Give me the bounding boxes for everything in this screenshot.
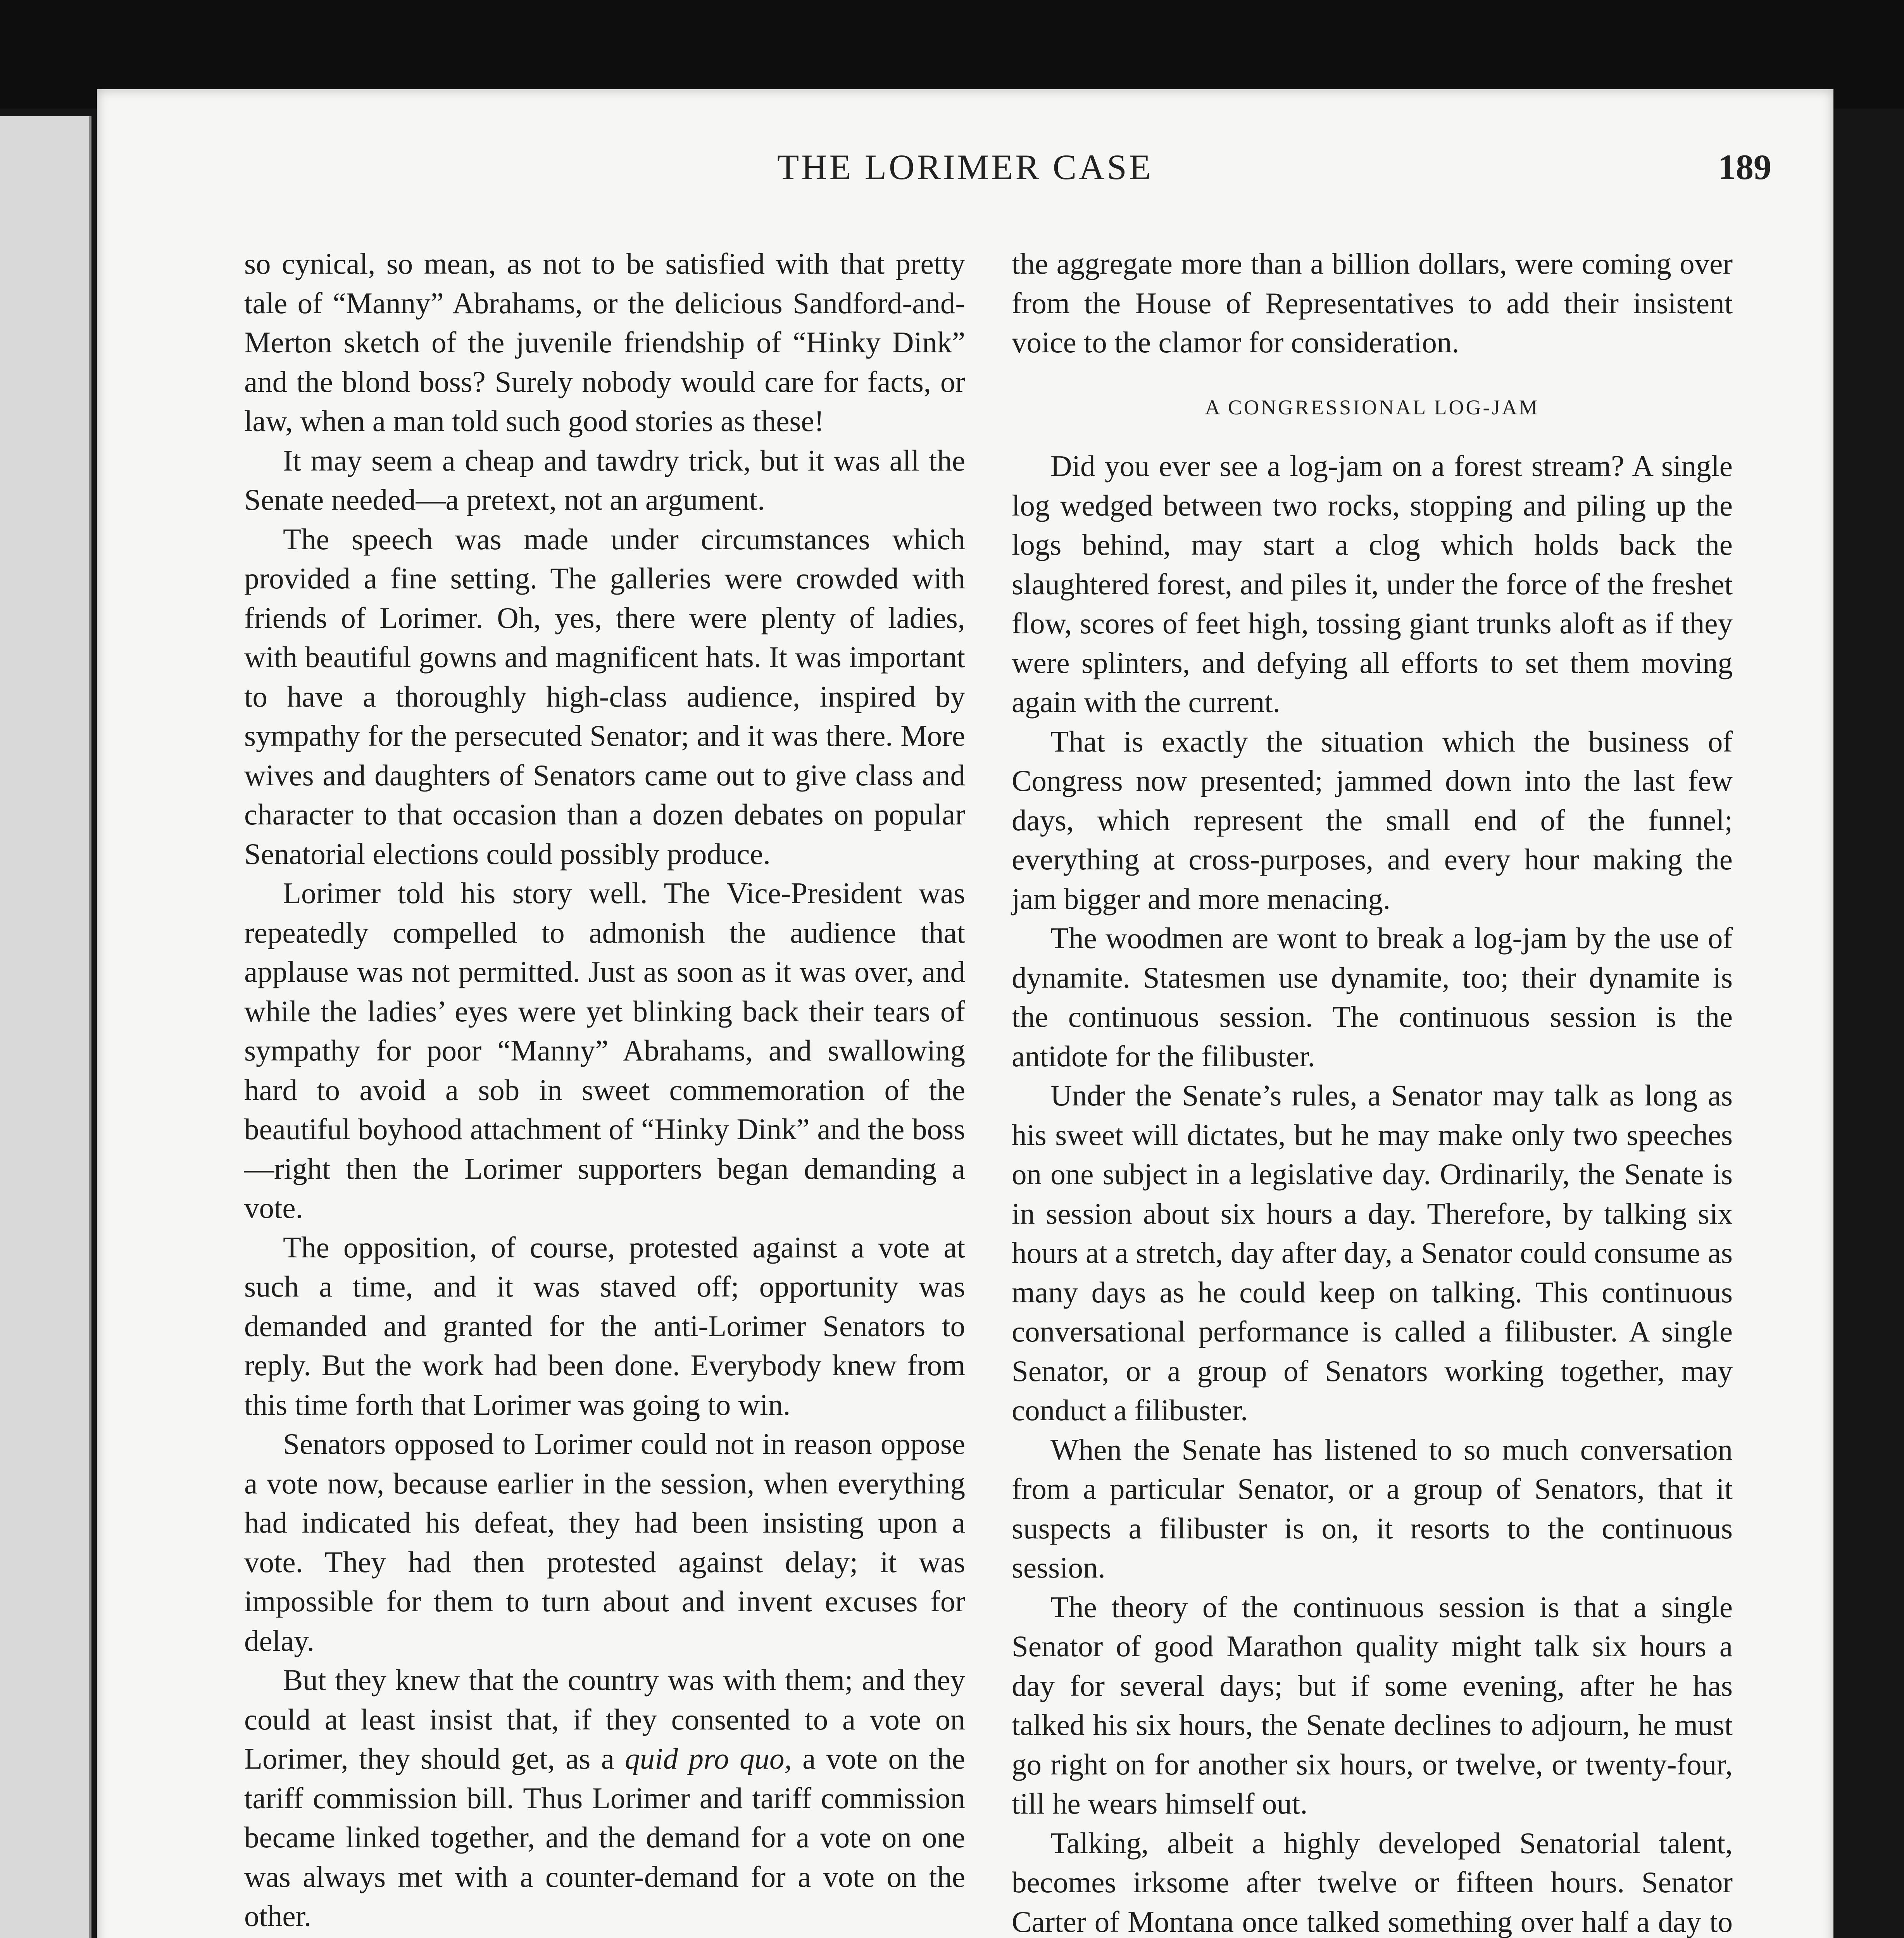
text-run: a vote on the tariff commission bill. Thus Lorimer and tariff commission became linked together, and the demand for a vote on one was always met with a counter-demand for a vote on the other.: [244, 1742, 965, 1933]
paragraph: Lorimer told his story well. The Vice-President was repeatedly compelled to admonish the audience that applause was not permitted. Just as soon as it was over, and while the ladies’ eyes were yet blinking back their tears of sympathy for poor “Manny” Abrahams, and swallowing hard to avoid a sob in sweet commemoration of the beautiful boyhood attachment of “Hinky Dink” and the boss—right then the Lorimer supporters began demanding a vote.: [244, 876, 965, 1224]
paragraph: Senators opposed to Lorimer could not in reason oppose a vote now, because earlier in the session, when everything had indicated his defeat, they had been insisting upon a vote. They had then protested against delay; it was impossible for them to turn about and invent excuses for delay.: [244, 1427, 965, 1657]
facing-page-edge: [0, 116, 91, 1938]
page-header: [97, 147, 1833, 205]
paragraph: Talking, albeit a highly developed Senatorial talent, becomes irksome after twelve or fifteen hours. Senator Carter of Montana once talked something over half a day to: [1012, 1826, 1733, 1938]
running-title: THE LORIMER CASE: [777, 147, 1153, 187]
paragraph: Did you ever see a log-jam on a forest stream? A single log wedged between two rocks, stopping and piling up the logs behind, may start a clog which holds back the slaughtered forest, and piles it, under the force of the freshet flow, scores of feet high, tossing giant trunks aloft as if they were splinters, and defying all efforts to set them moving again with the current.: [1012, 449, 1733, 719]
paragraph: The woodmen are wont to break a log-jam by the use of dynamite. Statesmen use dynamite, too; their dynamite is the continuous session. The continuous session is the antidote for the filibuster.: [1012, 921, 1733, 1073]
section-heading: A CONGRESSIONAL LOG-JAM: [1205, 395, 1540, 419]
text-run: But they knew that the country was with them; and they could at least insist that, if they consented to a vote on Lorimer, they should get, as a: [244, 1663, 965, 1775]
paragraph: so cynical, so mean, as not to be satisfied with that pretty tale of “Manny” Abrahams, or the delicious Sandford-and-Merton sketch of the juvenile friendship of “Hinky Dink” and the blond boss? Surely nobody would care for facts, or law, when a man told such good stories as these!: [244, 247, 965, 438]
paragraph: The theory of the continuous session is that a single Senator of good Marathon quality might talk six hours a day for several days; but if some evening, after he has talked his six hours, the Senate declines to adjourn, he must go right on for another six hours, or twelve, or twenty-four, till he wears himself out.: [1012, 1590, 1733, 1820]
paragraph: the aggregate more than a billion dollars, were coming over from the House of Representatives to add their insistent voice to the clamor for consideration.: [1012, 247, 1733, 359]
italic-phrase: quid pro quo,: [625, 1742, 792, 1775]
paragraph: It may seem a cheap and tawdry trick, but it was all the Senate needed—a pretext, not an argument.: [244, 443, 965, 516]
paragraph-quid-pro-quo: [244, 1660, 965, 1936]
left-column: [244, 244, 965, 1938]
paragraph: When the Senate has listened to so much conversation from a particular Senator, or a group of Senators, that it suspects a filibuster is on, it resorts to the continuous session.: [1012, 1433, 1733, 1584]
paragraph: That is exactly the situation which the business of Congress now presented; jammed down into the last few days, which represent the small end of the funnel; everything at cross-purposes, and every hour making the jam bigger and more menacing.: [1012, 724, 1733, 916]
paragraph: [244, 1936, 965, 1938]
page-number: 189: [1718, 147, 1771, 187]
book-page: [97, 89, 1833, 1938]
paragraph: The opposition, of course, protested against a vote at such a time, and it was staved off; opportunity was demanded and granted for the anti-Lorimer Senators to reply. But the work had been done. Everybody knew from this time forth that Lorimer was going to win.: [244, 1230, 965, 1421]
right-column: [1012, 244, 1733, 1938]
paragraph: Under the Senate’s rules, a Senator may talk as long as his sweet will dictates, but he may make only two speeches on one subject in a legislative day. Ordinarily, the Senate is in session about six hours a day. Therefore, by talking six hours at a stretch, day after day, a Senator could consume as many days as he could keep on talking. This continuous conversational performance is called a filibuster. A single Senator, or a group of Senators working together, may conduct a filibuster.: [1012, 1079, 1733, 1427]
paragraph: The speech was made under circumstances which provided a fine setting. The galleries were crowded with friends of Lorimer. Oh, yes, there were plenty of ladies, with beautiful gowns and magnificent hats. It was important to have a thoroughly high-class audience, inspired by sympathy for the persecuted Senator; and it was there. More wives and daughters of Senators came out to give class and character to that occasion than a dozen debates on popular Senatorial elections could possibly produce.: [244, 522, 965, 871]
